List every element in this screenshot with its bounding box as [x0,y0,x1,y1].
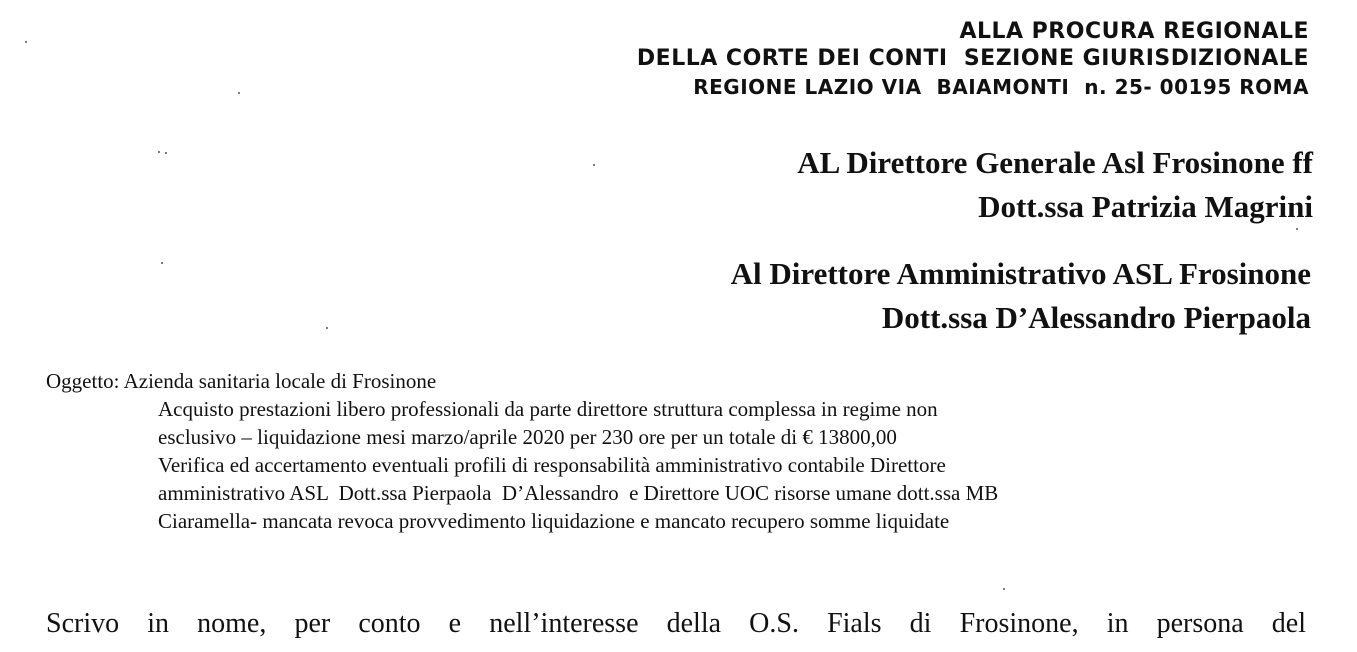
direttore-generale-address [797,141,1313,229]
procura-line-1: ALLA PROCURA REGIONALE [959,19,1309,44]
oggetto-label: Oggetto: [46,369,120,393]
oggetto-line: Acquisto prestazioni libero professionali da parte direttore struttura complessa in regime non [158,397,938,421]
procura-line-2: DELLA CORTE DEI CONTI SEZIONE GIURISDIZIONALE [636,46,1309,71]
procura-line-3: REGIONE LAZIO VIA BAIAMONTI n. 25- 00195 ROMA [693,75,1309,99]
oggetto-heading-line [46,367,998,395]
body-paragraph: Scrivo in nome, per conto e nell’interesse della O.S. Fials di Frosinone, in persona del [46,608,1306,639]
oggetto-line: amministrativo ASL Dott.ssa Pierpaola D’Alessandro e Direttore UOC risorse umane dott.ssa MB [158,481,999,505]
direttore-generale-title: AL Direttore Generale Asl Frosinone ff [797,145,1313,180]
direttore-generale-name: Dott.ssa Patrizia Magrini [978,189,1313,224]
oggetto-details [158,395,998,535]
oggetto-line: Verifica ed accertamento eventuali profili di responsabilità amministrativo contabile Direttore [158,453,946,477]
oggetto-heading: Azienda sanitaria locale di Frosinone [119,369,437,393]
oggetto-section [46,367,998,535]
oggetto-line: Ciaramella- mancata revoca provvedimento liquidazione e mancato recupero somme liquidate [158,509,950,533]
direttore-amministrativo-title: Al Direttore Amministrativo ASL Frosinone [730,256,1311,291]
direttore-amministrativo-name: Dott.ssa D’Alessandro Pierpaola [881,300,1311,335]
direttore-amministrativo-address [731,252,1311,340]
oggetto-line: esclusivo – liquidazione mesi marzo/aprile 2020 per 230 ore per un totale di € 13800,00 [158,425,897,449]
procura-address [637,18,1309,102]
